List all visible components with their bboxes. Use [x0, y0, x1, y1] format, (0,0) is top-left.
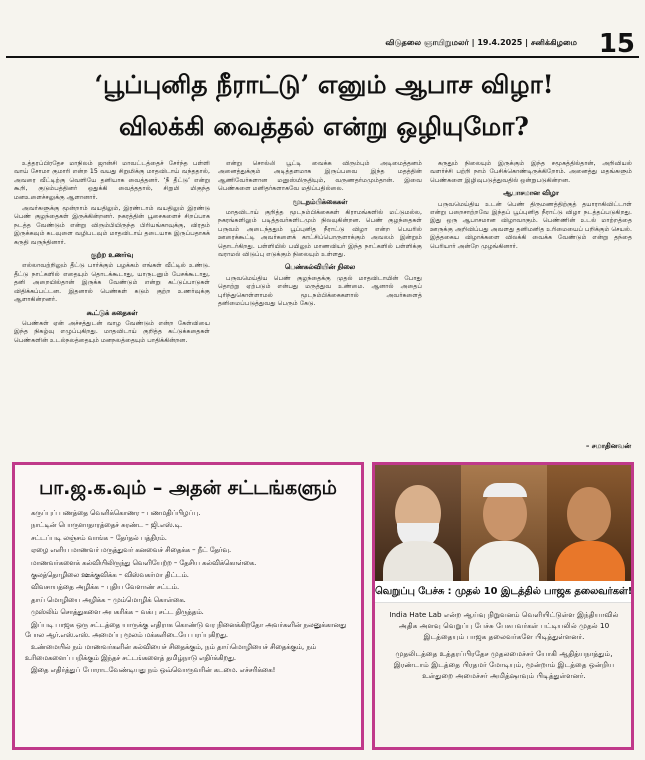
subheading: குற்ற உணர்வு — [90, 251, 134, 260]
subheading: பெண்கல்வியின் நிலை — [284, 263, 356, 272]
paragraph: என்று சொல்லி பூட்டி வைக்க விரும்பும் அடிமைத்தனம் அனைத்துக்கும் அடித்தளமாக இருப்பவை இந்த மதத்தின் ஆணிவேர்களான மனுஸ்மிருதியும், வருணதர்மமும்தான். இவை பெண்களை மனிதர்களாகவே மதிப்பதில்லை. — [218, 160, 422, 193]
paragraph: பருவமெய்திய உடன் பெண் திருமணத்திற்குத் தயாராகிவிட்டாள் என்று பறைசாற்றவே இந்தப் பூப்புனித நீராட்டு விழா நடத்தப்படுகிறது. இது ஒரு ஆபாசமான விழாவாகும். பெண்ணின் உடல் மாற்றத்தை ஊருக்கு அறிவிப்பது அவளது தனிமனித உரிமையைப் பறிக்கும் செயல். இத்தகைய விழாக்களை விலக்கி வைக்க வேண்டும் என்று தந்தை பெரியார் அன்றே முழங்கினார். — [430, 200, 632, 250]
box-line: உண்மையில் நம் மாணவர்களின் கல்வியைச் சிதைக்கும், நம் தாய்மொழியைச் சிதைக்கும், நம் உரிமைகளைப் பறிக்கும் இந்தச் சட்டங்களைத் தமிழ்நாடு எதிர்க்கிறது. — [25, 643, 317, 662]
author-byline: – சமாதினவன் — [585, 442, 631, 450]
box-body — [25, 508, 351, 676]
portrait-photo — [375, 465, 461, 581]
box-line: முஸ்லிம் சொத்துகளை அபகரிக்க – வக்பு சட்ட திருத்தம். — [31, 608, 204, 617]
portrait-photo — [461, 465, 547, 581]
paragraph: பெண்கள் ஏன் அச்சத்துடன் வாழ வேண்டும் என்ற கேள்வியை இந்த நிகழ்வு எழுப்புகிறது. மாதவிடாய் குறித்த கட்டுக்கதைகள் பெண்களின் உடல்நலத்தையும் மனநலத்தையும் பாதிக்கின்றன. — [14, 319, 210, 344]
issue-day: சனிக்கிழமை — [530, 38, 577, 47]
paragraph: உத்தரப்பிரதேச மாநிலம் ஜான்சி மாவட்டத்தைச் சேர்ந்த பள்ளி வாய் சோமா குமாரி என்ற 15 வயது சிறுமிக்கு மாதவிடாய் வந்ததால், அவரை வீட்டிற்கு வெளியே தனியாக வைத்தனர். ‘நீ தீட்டு’ என்று கூறி, குடும்பத்தினர் ஒதுக்கி வைத்ததால், சிறுமி மிகுந்த மனஉளைச்சலுக்கு ஆளானார். — [14, 160, 210, 201]
headline-line-2: விலக்கி வைத்தல் என்று ஒழியுமோ? — [119, 112, 529, 141]
main-headline — [14, 64, 634, 154]
box-line: மாணவர்களைக் கல்வியிலிருந்து வெளியேற்ற – தேசிய கல்விக்கொள்கை. — [31, 558, 257, 567]
box-title: வெறுப்பு பேச்சு : முதல் 10 இடத்தில் பாஜக தலைவர்கள்! — [375, 581, 631, 603]
header-meta: விடுதலை ஞாயிறுமலர் | 19.4.2025 | சனிக்கிழமை — [385, 38, 577, 47]
paper-name: விடுதலை ஞாயிறுமலர் — [385, 38, 469, 47]
box-line: ஏழை எளிய மாணவர் மருத்துவர் கனவைச் சிதைக்க – நீட் தேர்வு. — [31, 546, 232, 555]
box-line: சட்டப்படி லஞ்சம் வாங்க – தேர்தல் பத்திரம். — [31, 533, 167, 542]
article-column-3 — [430, 160, 632, 458]
paragraph: கருதும் நிலையும் இருக்கும் இந்த சமூகத்தில்தான், அறிவியல் வளர்ச்சி பற்றி நாம் பேசிக்கொண்டிருக்கிறோம். அனைத்து மதங்களும் பெண்களை இழிவுபடுத்துவதில் ஒன்றுபடுகின்றன. — [430, 160, 632, 184]
paragraph: பருவமெய்திய பெண் குழந்தைக்கு முதல் மாதவிடாயின் போது தொற்று ஏற்படும் என்பது மருத்துவ உண்மை. ஆனால் அதைப் புரிந்துகொள்ளாமல் மூடநம்பிக்கைகளால் அவர்களைத் தனிமைப்படுத்துவது பெரும் கேடு. — [218, 274, 422, 308]
page-number: 15 — [598, 29, 635, 59]
box-title: பா.ஜ.க.வும் – அதன் சட்டங்களும் — [39, 477, 337, 499]
box-line: நாட்டின் பொருளாதாரத்தைச் சுரண்ட – ஜி.எஸ்.டி. — [31, 521, 183, 530]
paragraph: India Hate Lab என்ற ஆய்வு நிறுவனம் வெளியிட்டுள்ள இந்தியாவில் அதிக அளவு வெறுப்பு பேச்சு பேசுபவர்கள் பட்டியலில் முதல் 10 இடத்தையும் பாஜக தலைவர்களே பிடித்துள்ளனர். — [389, 610, 619, 641]
paragraph: எல்லாவற்றிலும் தீட்டு பார்க்கும் பழக்கம் எங்கள் வீட்டில் உண்டு. தீட்டு நாட்களில் எதையும் தொடக்கூடாது, யாருடனும் பேசக்கூடாது, தனி அறையில்தான் இருக்க வேண்டும் என்று கட்டுப்பாடுகள் விதிக்கப்பட்டன. இதனால் பெண்கள் கடும் குற்ற உணர்வுக்கு ஆளாகின்றனர். — [14, 262, 210, 304]
subheading: கூட்டுக் கதைகள் — [86, 308, 138, 317]
box-line: இதை எதிர்த்துப் போராடவேண்டியது நம் ஒவ்வொருவரின் கடமை. எச்சரிக்கை! — [31, 666, 276, 675]
paragraph: மாதவிடாய் குறித்த மூடநம்பிக்கைகள் கிராமங்களில் மட்டுமல்ல, நகரங்களிலும் படித்தவர்களிடமும் நிலவுகின்றன. பெண் குழந்தைகள் பருவம் அடைந்ததும் பூப்புனித நீராட்டு விழா என்ற பெயரில் ஊரைக்கூட்டி அவர்களைக் காட்சிப்பொருளாக்கும் அவலம் இன்றும் தொடர்கிறது. பள்ளியில் பயிலும் மாணவியர் இந்த நாட்களில் பள்ளிக்கு வராமல் விடுப்பு எடுக்கும் நிலையும் உள்ளது. — [218, 209, 422, 259]
article-column-1 — [14, 160, 210, 458]
issue-date: 19.4.2025 — [477, 38, 523, 47]
paragraph: முதலிடத்தை உத்தரப்பிரதேச முதலமைச்சர் யோகி ஆதித்யநாத்தும், இரண்டாம் இடத்தை பிரதமர் மோடியும், மூன்றாம் இடத்தை ஒன்றிய உள்துறை அமைச்சர் அமித்ஷாவும் பிடித்துள்ளனர். — [393, 649, 615, 680]
box-line: இப்படி பாஜக ஒரு சட்டத்தை யாருக்கு எதிராக கொண்டு வர நினைக்கிறதோ அவர்களின் நலனுக்கானது போல ஆர்.எஸ்.எஸ். அமைப்பு மூலம் மக்களிடையே பரப்புகிறது. — [25, 620, 347, 640]
page-header — [6, 28, 639, 58]
box-line: தாய் மொழியை அழிக்க – மும்மொழிக் கொள்கை. — [31, 595, 186, 604]
subheading: மூடநம்பிக்கைகள் — [292, 197, 348, 206]
box-line: கருப்புப் பணத்தை வெளிக்கொணர – பணமதிப்பிழப்பு. — [31, 509, 201, 517]
subheading: ஆபாசமான விழா — [503, 189, 559, 198]
hate-speech-box — [372, 462, 634, 750]
headline-line-1: ‘பூப்புனித நீராட்டு’ எனும் ஆபாச விழா! — [94, 70, 554, 99]
portrait-photo — [547, 465, 631, 581]
article-column-2 — [218, 160, 422, 458]
paragraph: அவர்களுக்கு மூன்றாம் வயதிலும், இரண்டாம் வயதிலும் இரண்டு பெண் குழந்தைகள் இருக்கின்றனர். நகரத்தின் பூசைகளைச் சிறப்பாக நடத்த வேண்டும் என்று விரும்பியிருந்த பிரியங்காவுக்கு, விரதம் இருக்கவும் கடவுளை வழிபடவும் மாதவிடாய் தடையாக இருப்பதாகக் கருதி வருந்தினார். — [14, 205, 210, 246]
box-line: குலத்தொழிலை ஊக்குவிக்க – விஸ்வகர்மா திட்டம். — [31, 571, 189, 580]
bjp-laws-box — [12, 462, 364, 750]
leaders-photo-strip — [375, 465, 631, 581]
box-body — [387, 609, 621, 687]
box-line: விவசாயத்தை அழிக்க – புதிய வேளாண் சட்டம். — [31, 583, 180, 592]
